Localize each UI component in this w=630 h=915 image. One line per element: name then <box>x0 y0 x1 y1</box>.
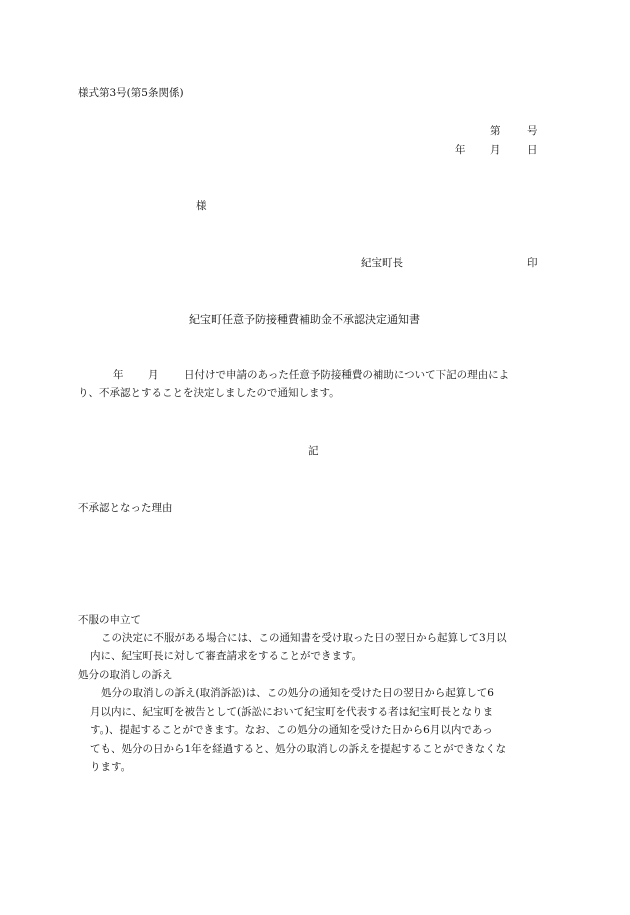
lawsuit-heading: 処分の取消しの訴え <box>78 669 173 681</box>
number-go: 号 <box>527 125 538 137</box>
body-line-2: り、不承認とすることを決定しましたので通知します。 <box>78 387 340 399</box>
date-day: 日 <box>527 144 538 156</box>
body-line-1: 日付けで申請のあった任意予防接種費の補助について下記の理由によ <box>184 369 510 381</box>
lawsuit-line-2: 月以内に、紀宝町を被告として(訴訟において紀宝町を代表する者は紀宝町長となりま <box>90 706 494 718</box>
body-month: 月 <box>148 369 159 381</box>
date-year: 年 <box>455 144 466 156</box>
appeal-heading: 不服の申立て <box>78 614 141 626</box>
lawsuit-line-5: ります。 <box>90 761 132 773</box>
appeal-line-1: この決定に不服がある場合には、この通知書を受け取った日の翌日から起算して3月以 <box>101 632 507 644</box>
addressee-suffix: 様 <box>196 200 207 212</box>
ki-marker: 記 <box>308 445 319 457</box>
lawsuit-line-3: す。)、提起することができます。なお、この処分の通知を受けた日から6月以内であっ <box>90 724 493 736</box>
issuer-name: 紀宝町長 <box>361 257 403 269</box>
number-dai: 第 <box>490 125 501 137</box>
document-title: 紀宝町任意予防接種費補助金不承認決定通知書 <box>189 313 420 326</box>
appeal-line-2: 内に、紀宝町長に対して審査請求をすることができます。 <box>90 650 363 662</box>
form-label: 様式第3号(第5条関係) <box>78 87 184 99</box>
seal-mark: 印 <box>527 257 538 269</box>
lawsuit-line-1: 処分の取消しの訴え(取消訴訟)は、この処分の通知を受けた日の翌日から起算して6 <box>101 687 494 699</box>
lawsuit-line-4: ても、処分の日から1年を経過すると、処分の取消しの訴えを提起することができなくな <box>90 743 507 755</box>
date-month: 月 <box>490 144 501 156</box>
reason-heading: 不承認となった理由 <box>78 502 173 514</box>
body-year: 年 <box>113 369 124 381</box>
